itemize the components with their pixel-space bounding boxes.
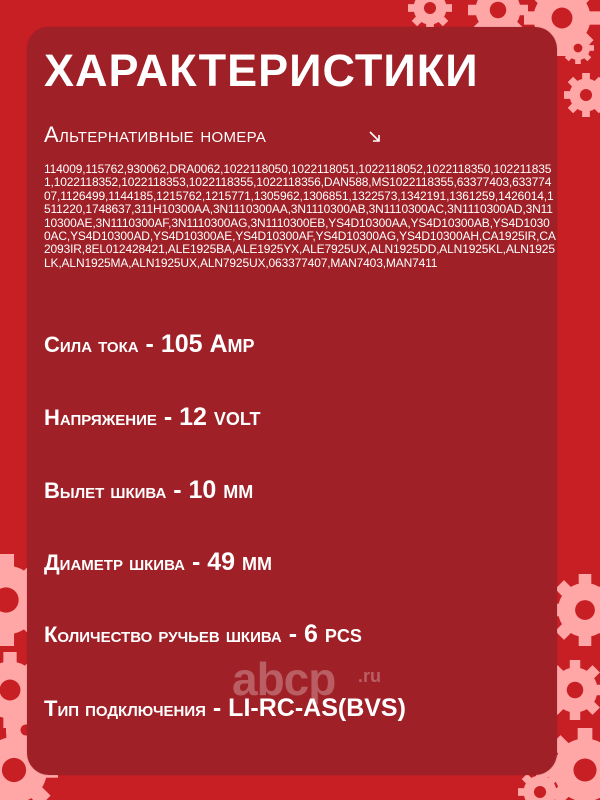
spec-separator: -	[166, 476, 189, 504]
spec-label: Тип подключения	[44, 696, 206, 721]
spec-label: Сила тока	[44, 332, 139, 357]
spec-current	[44, 330, 255, 359]
spec-separator: -	[185, 548, 208, 576]
spec-separator: -	[281, 620, 304, 648]
spec-voltage	[44, 403, 261, 432]
arrow-down-right-icon	[368, 130, 382, 144]
spec-value: 10 мм	[188, 476, 254, 504]
watermark-tld: .ru	[358, 666, 382, 686]
spec-value: 105 Amp	[160, 330, 255, 358]
spec-value: 12 volt	[179, 403, 261, 431]
alt-numbers-list: 114009,115762,930062,DRA0062,1022118050,1022118051,1022118052,1022118350,1022118351,1022118352,1022118353,1022118355,1022118356,DAN588,MS1022118355,63377403,63377407,1126499,1144185,1215762,1215771,1305962,1306851,1322573,1342191,1361259,1426014,1511220,1748637,311H10300AA,3N1110300AA,3N1110300AB,3N1110300AC,3N1110300AD,3N1110300AE,3N1110300AF,3N1110300AG,3N1110300EB,YS4D10300AA,YS4D10300AB,YS4D10300AC,YS4D10300AD,YS4D10300AE,YS4D10300AF,YS4D10300AG,YS4D10300AH,CA1925IR,CA2093IR,8EL012428421,ALE1925BA,ALE1925YX,ALE7925UX,ALN1925DD,ALN1925KL,ALN1925LK,ALN1925MA,ALN1925UX,ALN7925UX,063377407,MAN7403,MAN7411	[44, 162, 556, 270]
alt-numbers-heading: Альтернативные номера	[44, 122, 267, 147]
spec-value: 6 pcs	[304, 620, 362, 648]
spec-connection-type	[44, 694, 406, 723]
spec-pulley-grooves	[44, 620, 362, 649]
watermark-logo: abcp	[232, 653, 336, 705]
spec-value: LI-RC-AS(BVS)	[228, 694, 406, 722]
spec-separator: -	[205, 694, 229, 722]
spec-separator: -	[138, 330, 161, 358]
spec-pulley-diameter	[44, 548, 272, 577]
spec-value: 49 мм	[207, 548, 272, 576]
spec-pulley-offset	[44, 476, 253, 505]
spec-label: Напряжение	[44, 405, 157, 430]
spec-label: Количество ручьев шкива	[44, 622, 282, 647]
spec-separator: -	[156, 403, 180, 431]
page-title: ХАРАКТЕРИСТИКИ	[44, 45, 479, 96]
spec-label: Вылет шкива	[44, 478, 167, 503]
spec-label: Диаметр шкива	[44, 550, 185, 575]
